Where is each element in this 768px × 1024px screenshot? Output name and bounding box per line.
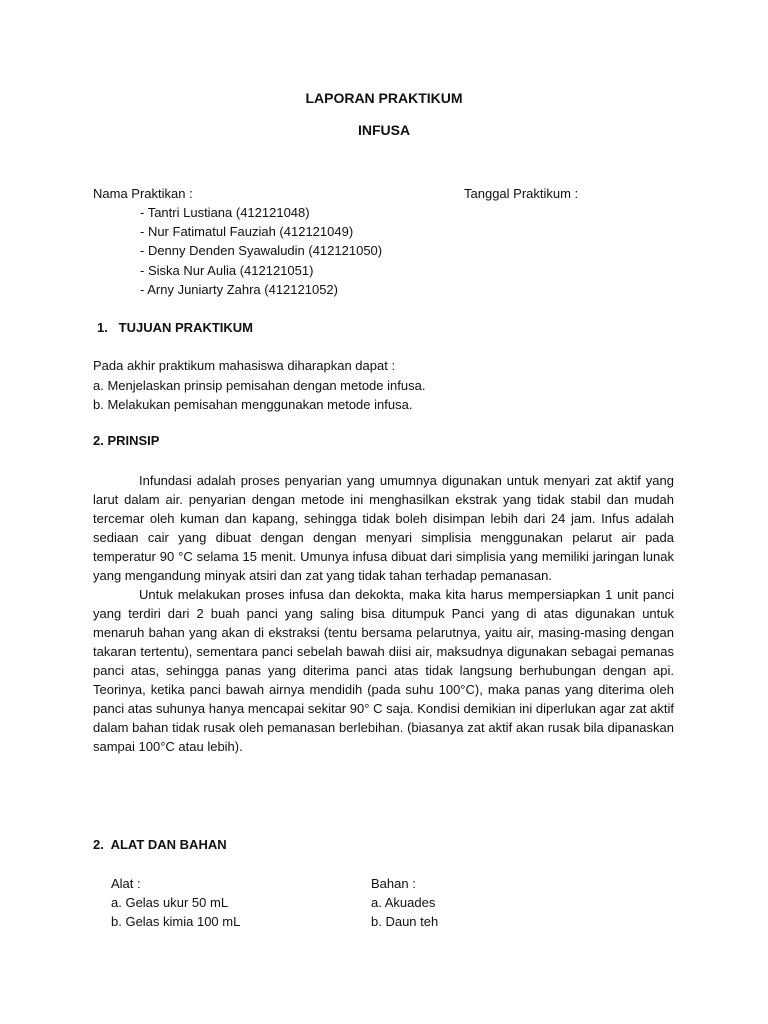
praktikan-name: - Tantri Lustiana (412121048) [140,205,310,220]
bahan-label: Bahan : [371,876,416,891]
praktikan-name: - Denny Denden Syawaludin (412121050) [140,243,383,258]
praktikan-label: Nama Praktikan : [93,186,193,201]
tujuan-line: b. Melakukan pemisahan menggunakan metode infusa. [93,397,413,412]
bahan-item: a. Akuades [371,895,436,910]
tujuan-line: Pada akhir praktikum mahasiswa diharapkan dapat : [93,358,396,373]
prinsip-body [93,471,674,756]
alat-item: a. Gelas ukur 50 mL [111,895,229,910]
praktikan-name: - Nur Fatimatul Fauziah (412121049) [140,224,354,239]
prinsip-paragraph: Untuk melakukan proses infusa dan dekokta, maka kita harus mempersiapkan 1 unit panci yang terdiri dari 2 buah panci yang saling bisa ditumpuk Panci yang di atas digunakan untuk menaruh bahan yang akan di ekstraksi (tentu bersama pelarutnya, yaitu air, masing-masing dengan takaran tertentu), sementara panci sebelah bawah diisi air, maksudnya digunakan sebagai pemanas panci atas, sehingga panas yang diterima panci atas tidak langsung berhubungan dengan api. Teorinya, ketika panci bawah airnya mendidih (pada suhu 100°C), maka panas yang diterima oleh panci atas suhunya hanya mencapai sekitar 90° C saja. Kondisi demikian ini diperlukan agar zat aktif dalam bahan tidak rusak oleh pemanasan berlebihan. (biasanya zat aktif akan rusak bila dipanaskan sampai 100°C atau lebih). [93,587,674,754]
section-heading-prinsip: 2. PRINSIP [93,433,160,448]
document-title: LAPORAN PRAKTIKUM [305,90,463,106]
tanggal-label: Tanggal Praktikum : [464,186,579,201]
tujuan-line: a. Menjelaskan prinsip pemisahan dengan metode infusa. [93,378,426,393]
alat-item: b. Gelas kimia 100 mL [111,914,241,929]
document-subtitle: INFUSA [357,122,411,138]
section-heading-tujuan: 1. TUJUAN PRAKTIKUM [97,320,254,335]
prinsip-paragraph: Infundasi adalah proses penyarian yang umumnya digunakan untuk menyari zat aktif yang larut dalam air. penyarian dengan metode ini menghasilkan ekstrak yang tidak stabil dan mudah tercemar oleh kuman dan kapang, sehingga tidak boleh disimpan lebih dari 24 jam. Infus adalah sediaan cair yang dibuat dengan dengan menyari simplisia menggunakan pelarut air pada temperatur 90 °C selama 15 menit. Umunya infusa dibuat dari simplisia yang memiliki jaringan lunak yang mengandung minyak atsiri dan zat yang tidak tahan terhadap pemanasan. [93,473,674,583]
bahan-item: b. Daun teh [371,914,439,929]
praktikan-name: - Siska Nur Aulia (412121051) [140,263,314,278]
praktikan-name: - Arny Juniarty Zahra (412121052) [140,282,338,297]
section-heading-alat-bahan: 2. ALAT DAN BAHAN [93,837,227,852]
alat-label: Alat : [111,876,141,891]
